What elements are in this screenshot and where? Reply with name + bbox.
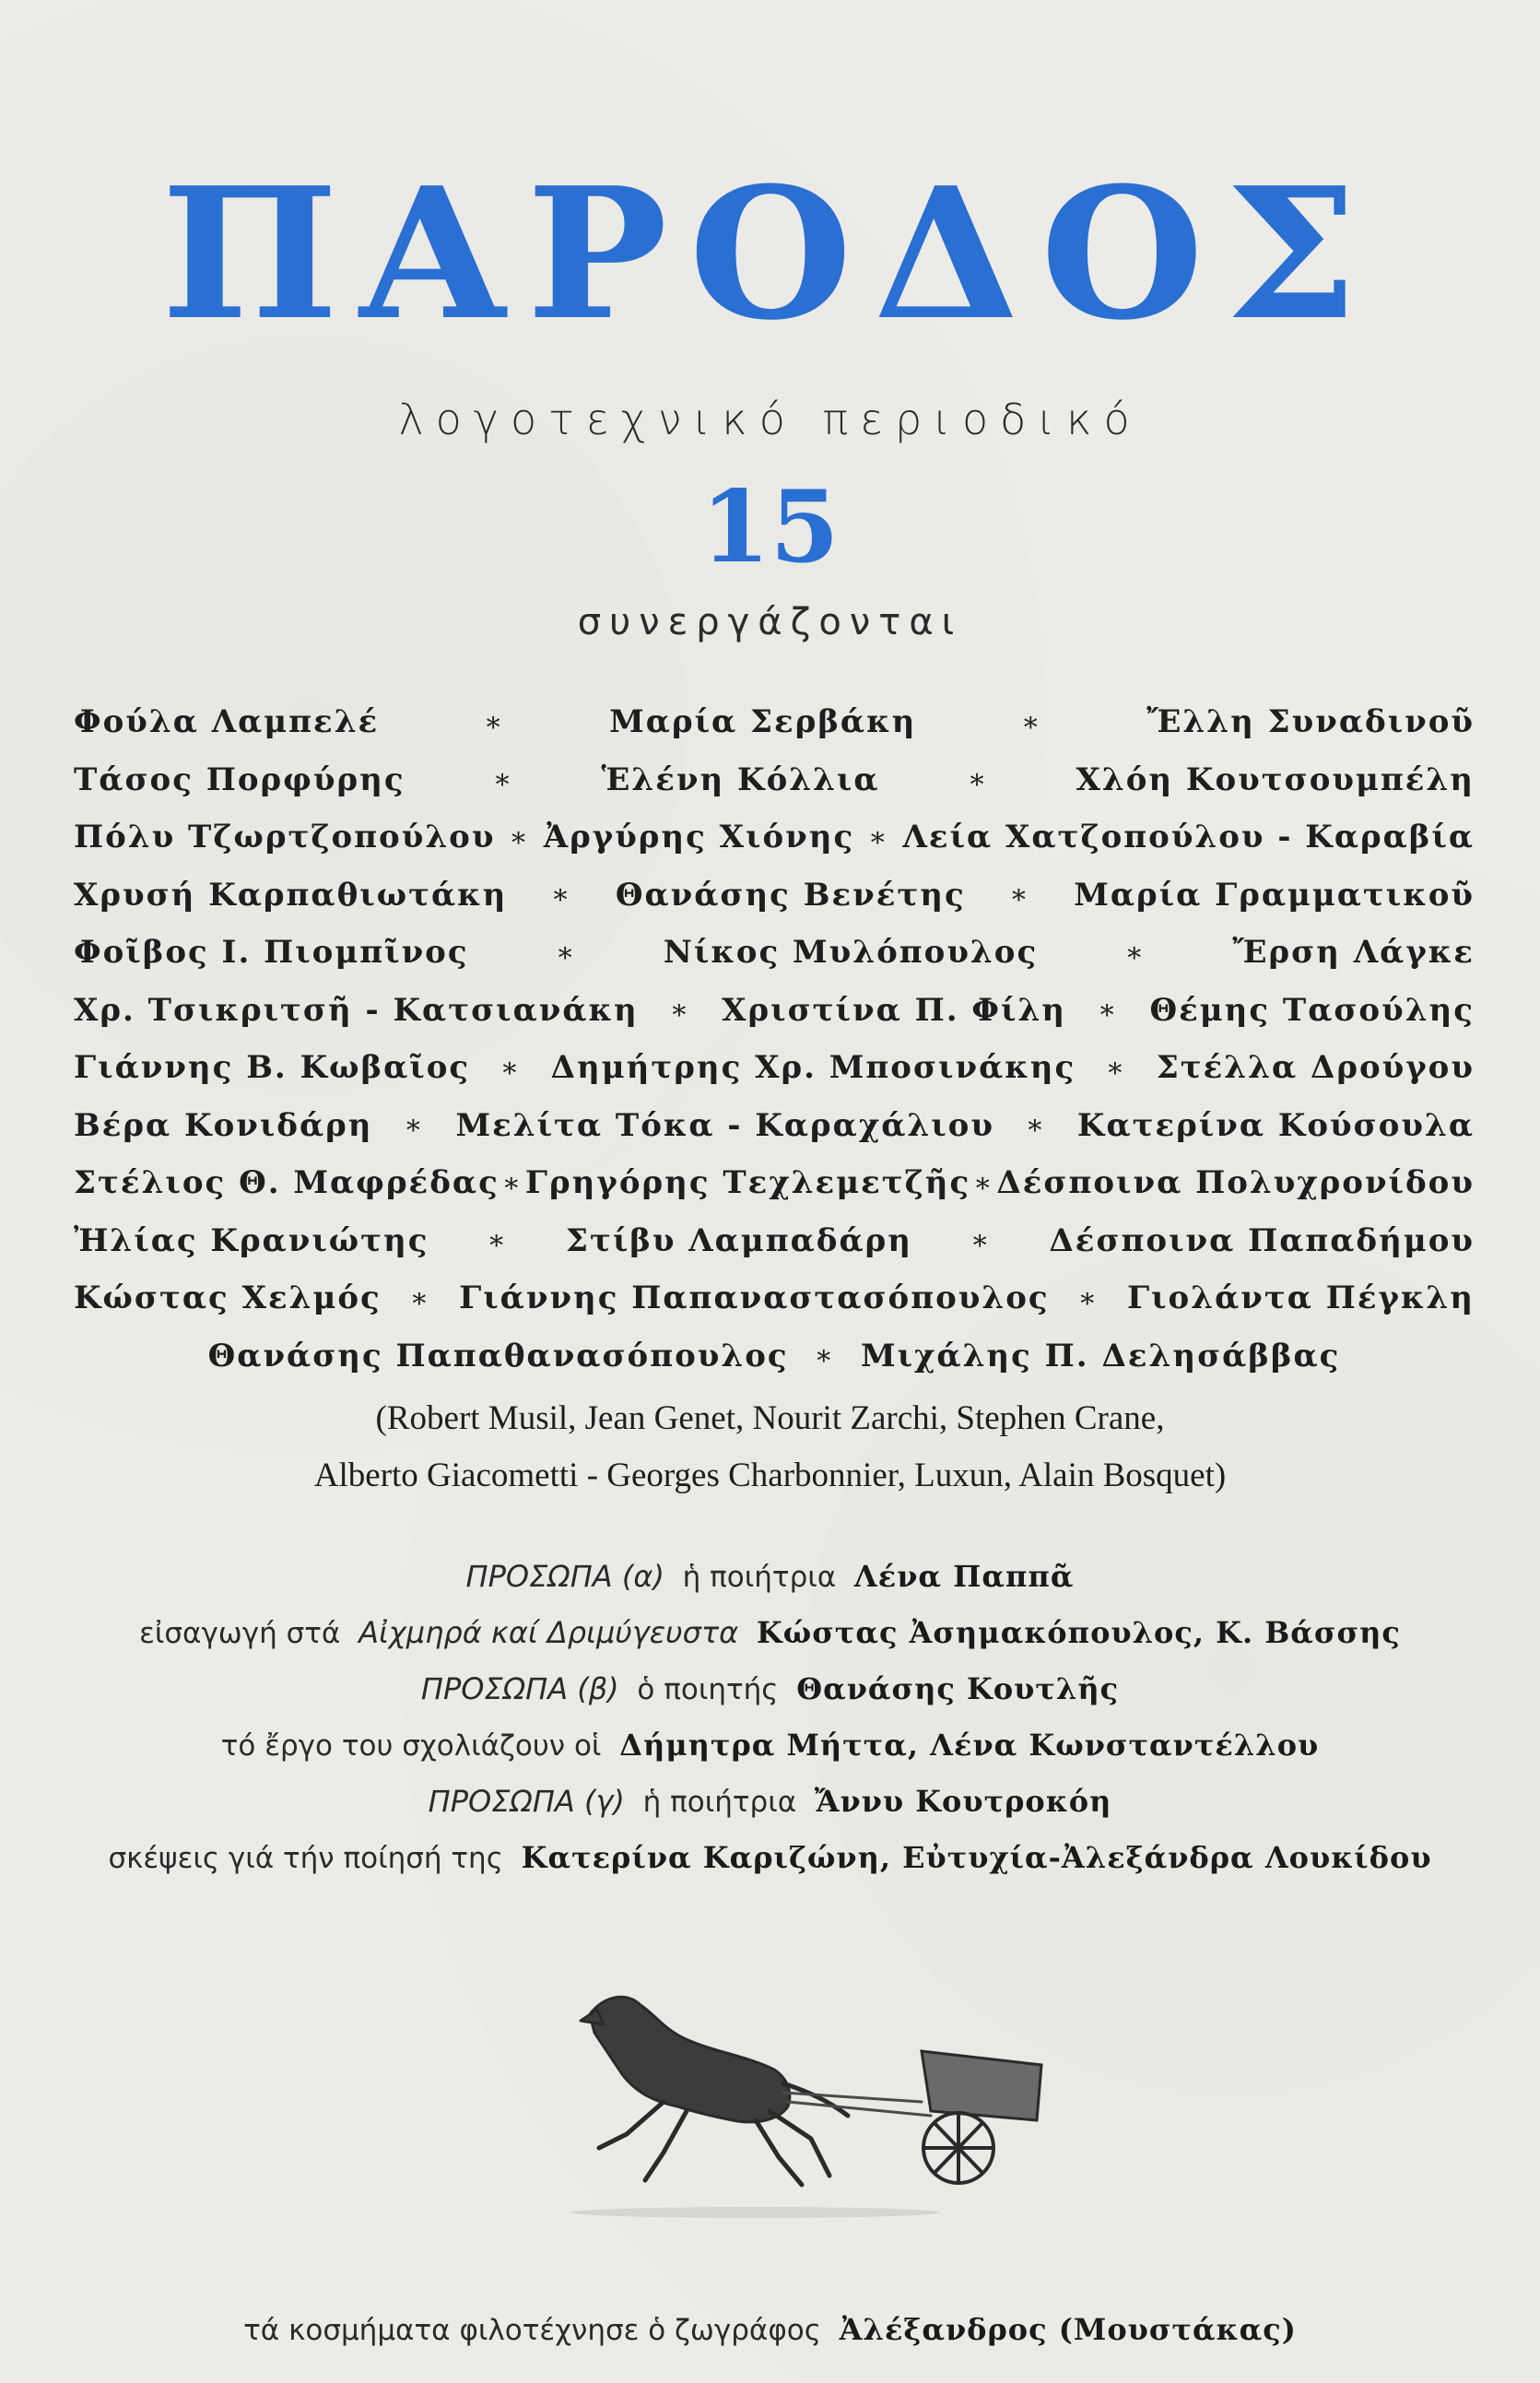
contributor-name: Γιάννης Παπαναστασόπουλος [459,1280,1050,1317]
separator-star: ∗ [1098,994,1119,1027]
personae-a-line [0,1549,1540,1605]
contributors-row [74,1212,1475,1270]
contributors-row [74,808,1475,867]
contributor-name: Φούλα Λαμπελέ [74,703,380,741]
personae-b-comment-line [0,1717,1540,1774]
personae-text: ἡ ποιήτρια [642,1786,797,1819]
contributor-name: Χριστίνα Π. Φίλη [722,991,1067,1029]
separator-star: ∗ [500,1051,522,1084]
personae-text: σκέψεις γιά τήν ποίησή της [108,1842,503,1875]
contributors-row [74,924,1475,982]
contributor-name: Δέσποινα Παπαδήμου [1049,1221,1475,1259]
separator-star: ∗ [509,820,530,854]
personae-section [0,1549,1540,1886]
illustration-credit [0,2312,1540,2347]
foreign-authors-line: (Robert Musil, Jean Genet, Nourit Zarchi, Stephen Crane, [375,1399,1165,1437]
personae-c-thoughts-line [0,1830,1540,1886]
personae-name: Δήμητρα Μήττα, Λένα Κωνσταντέλλου [619,1728,1320,1763]
separator-star: ∗ [404,1109,425,1142]
personae-name: Θανάσης Κουτλῆς [796,1671,1120,1706]
contributor-name: Γιολάντα Πέγκλη [1126,1280,1475,1317]
illustrator-name: Ἀλέξανδρος (Μουστάκας) [839,2312,1297,2347]
contributor-name: Στίβυ Λαμπαδάρη [565,1221,912,1259]
contributor-name: Λεία Χατζοπούλου - Καραβία [902,819,1475,856]
contributor-name: Φοῖβος Ι. Πιομπῖνος [74,934,469,972]
contributor-name: Χρ. Τσικριτσῆ - Κατσιανάκη [74,991,639,1029]
separator-star: ∗ [409,1281,431,1315]
contributor-name: Ἑλένη Κόλλια [601,761,880,798]
separator-star: ∗ [492,763,514,796]
separator-star: ∗ [967,763,989,796]
contributor-name: Στέλιος Θ. Μαφρέδας [74,1164,500,1202]
contributor-name: Τάσος Πορφύρης [74,761,406,798]
contributors-row [74,693,1475,751]
separator-star: ∗ [814,1339,835,1373]
separator-star: ∗ [1009,879,1030,912]
contributor-name: Θανάσης Παπαθανασόπουλος [207,1337,789,1374]
magazine-title: ΠΑΡΟΔΟΣ [160,148,1380,360]
separator-star: ∗ [1021,705,1042,738]
personae-b-line [0,1661,1540,1717]
contributor-name: Ἀργύρης Χιόνης [543,819,855,856]
horse-cart-drawing [525,1964,1124,2240]
personae-name: Ἄννυ Κουτροκόη [814,1784,1112,1819]
contributor-name: Κώστας Χελμός [74,1280,382,1317]
contributors-row [74,1097,1475,1155]
separator-star: ∗ [1025,1109,1047,1142]
contributor-name: Γρηγόρης Τεχλεμετζῆς [524,1164,971,1202]
contributor-name: Ἠλίας Κρανιώτης [74,1221,429,1259]
magazine-subtitle: λογοτεχνικό περιοδικό [398,395,1142,444]
contributor-name: Μιχάλης Π. Δελησάββας [860,1337,1341,1374]
contributors-row [74,751,1475,809]
personae-label: ΠΡΟΣΩΠΑ (β) [420,1671,619,1706]
separator-star: ∗ [555,936,577,969]
contributor-name: Στέλλα Δρούγου [1156,1049,1475,1087]
personae-name: Κατερίνα Καριζώνη, Εὐτυχία-Ἀλεξάνδρα Λουκίδου [521,1840,1432,1875]
personae-a-intro-line [0,1605,1540,1661]
separator-star: ∗ [973,1166,994,1199]
separator-star: ∗ [868,820,889,854]
personae-work-title: Αἰχμηρά καί Δριμύγευστα [359,1615,739,1650]
contributor-name: Χρυσή Καρπαθιωτάκη [74,876,508,914]
contributors-row-last [74,1327,1475,1386]
contributor-name: Πόλυ Τζωρτζοπούλου [74,819,496,856]
separator-star: ∗ [669,994,691,1027]
separator-star: ∗ [487,1224,508,1257]
personae-name: Κώστας Ἀσημακόπουλος, Κ. Βάσσης [756,1615,1401,1650]
separator-star: ∗ [970,1224,992,1257]
contributor-name: Κατερίνα Κούσουλα [1076,1106,1475,1144]
contributor-name: Νίκος Μυλόπουλος [663,934,1039,972]
issue-number: 15 [700,469,840,585]
credit-text: τά κοσμήματα φιλοτέχνησε ὁ ζωγράφος [243,2314,821,2347]
foreign-authors [0,1390,1540,1504]
contributors-list [74,693,1475,1385]
contributors-row [74,1039,1475,1097]
personae-name: Λένα Παππᾶ [853,1559,1075,1594]
separator-star: ∗ [1124,936,1146,969]
personae-text: τό ἔργο του σχολιάζουν οἱ [220,1729,602,1763]
separator-star: ∗ [484,705,505,738]
contributors-row [74,982,1475,1040]
personae-text: εἰσαγωγή στά [139,1617,341,1650]
personae-text: ὁ ποιητής [637,1673,779,1706]
separator-star: ∗ [1077,1281,1099,1315]
contributors-row [74,1154,1475,1212]
contributor-name: Ἔλλη Συναδινοῦ [1146,703,1475,741]
contributor-name: Θανάσης Βενέτης [615,876,966,914]
contributor-name: Μαρία Σερβάκη [609,703,917,741]
personae-label: ΠΡΟΣΩΠΑ (γ) [428,1784,625,1819]
contributor-name: Θέμης Τασούλης [1149,991,1475,1029]
contributor-name: Δημήτρης Χρ. Μποσινάκης [550,1049,1076,1087]
separator-star: ∗ [1105,1051,1127,1084]
contributor-name: Δέσποινα Πολυχρονίδου [996,1164,1475,1202]
contributor-name: Χλόη Κουτσουμπέλη [1076,761,1475,798]
personae-label: ΠΡΟΣΩΠΑ (α) [465,1559,664,1594]
contributor-name: Μελίτα Τόκα - Καραχάλιου [455,1106,994,1144]
contributors-row [74,1269,1475,1327]
separator-star: ∗ [550,879,572,912]
contributor-name: Μαρία Γραμματικοῦ [1074,876,1475,914]
contributor-name: Γιάννης Β. Κωβαῖος [74,1049,471,1087]
contributor-name: Βέρα Κονιδάρη [74,1106,373,1144]
contributors-row [74,867,1475,925]
personae-text: ἡ ποιήτρια [682,1561,837,1594]
collaborators-heading: συνεργάζονται [577,601,963,643]
personae-c-line [0,1774,1540,1830]
contributor-name: Ἔρση Λάγκε [1232,934,1475,972]
foreign-authors-line: Alberto Giacometti - Georges Charbonnier, Luxun, Alain Bosquet) [313,1457,1227,1494]
separator-star: ∗ [501,1166,523,1199]
